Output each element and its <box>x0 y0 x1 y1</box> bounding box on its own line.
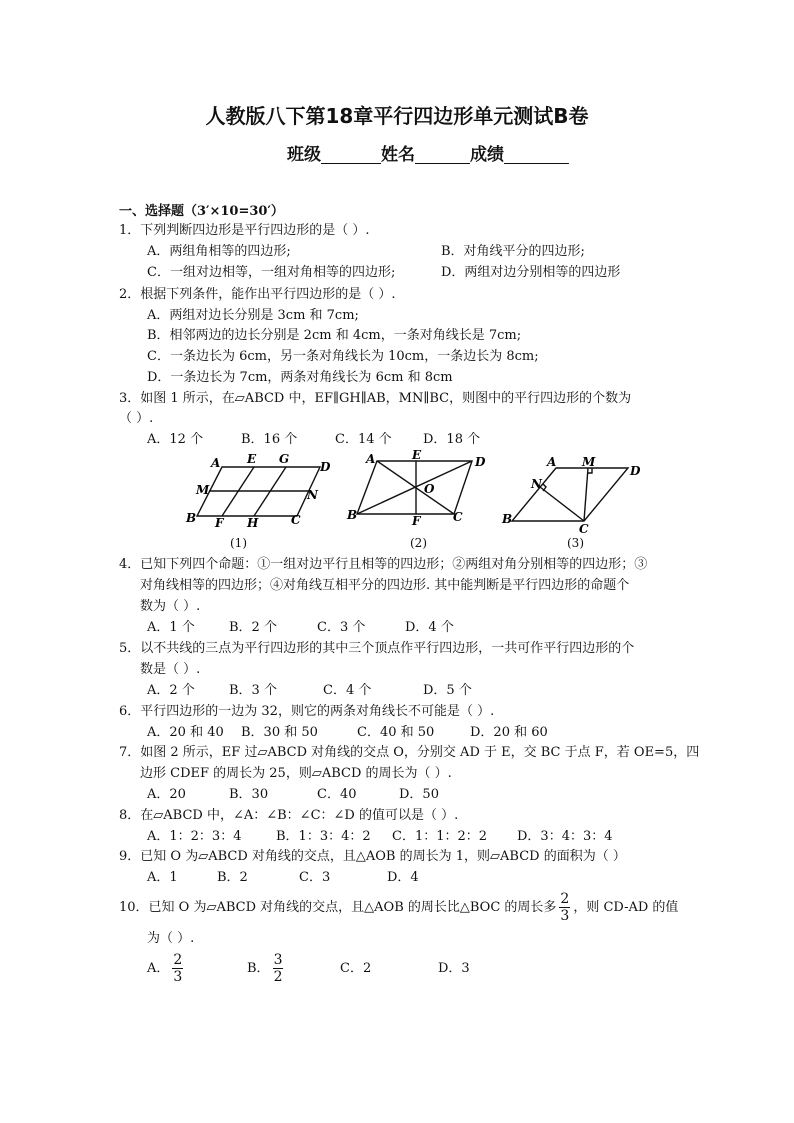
fig2-caption-label: (2) <box>410 536 427 550</box>
class-label: 班级 <box>287 145 321 165</box>
q10-option-b-fraction <box>273 952 284 985</box>
fig1-label-e: E <box>247 452 257 466</box>
fig1-caption-label: (1) <box>230 536 247 550</box>
fig1-label-h: H <box>247 516 259 530</box>
q1-option-b: B．对角线平分的四边形; <box>441 244 585 259</box>
fig2-label-c: C <box>453 510 463 524</box>
section-heading: 一、选择题（3′×10=30′） <box>119 204 284 219</box>
q6-option-a: A．20 和 40 <box>147 725 224 740</box>
q2-stem: 2．根据下列条件，能作出平行四边形的是（ ）. <box>119 287 396 302</box>
q10-option-a-fraction <box>172 952 183 985</box>
q2-option-b: B．相邻两边的边长分别是 2cm 和 4cm，一条对角线长是 7cm; <box>147 328 522 343</box>
q4-option-c: C．3 个 <box>317 620 366 635</box>
fig3-right-angle-n <box>543 484 546 491</box>
fig2-label-d: D <box>475 455 486 469</box>
fig1-label-b: B <box>186 511 197 525</box>
q3-option-a: A．12 个 <box>147 432 204 447</box>
fig1-label-a: A <box>211 456 221 470</box>
q5-stem: 5．以不共线的三点为平行四边形的其中三个顶点作平行四边形，一共可作平行四边形的个 <box>119 641 635 656</box>
q4-option-b: B．2 个 <box>229 620 277 635</box>
fig3-label-m: M <box>582 455 596 469</box>
q4-option-d: D．4 个 <box>405 620 454 635</box>
q8-option-d: D．3：4：3：4 <box>517 829 613 844</box>
fig2-label-f: F <box>412 514 421 528</box>
fig3-label-c: C <box>579 522 589 535</box>
q1-option-d: D．两组对边分别相等的四边形 <box>441 265 621 280</box>
q9-option-d: D．4 <box>387 870 419 885</box>
q8-stem: 8．在▱ABCD 中，∠A：∠B：∠C：∠D 的值可以是（ ）. <box>119 808 459 823</box>
name-label: 姓名 <box>381 145 415 165</box>
q8-option-c: C．1：1：2：2 <box>392 829 488 844</box>
fig1-label-n: N <box>307 488 318 502</box>
figure-2 <box>345 448 495 528</box>
score-blank[interactable] <box>504 147 569 164</box>
q9-option-a: A．1 <box>147 870 178 885</box>
q5-option-a: A．2 个 <box>147 683 195 698</box>
q3-option-c: C．14 个 <box>335 432 392 447</box>
fig3-parallelogram <box>512 468 628 521</box>
q1-option-a: A．两组角相等的四边形; <box>147 244 291 259</box>
q3-stem: 3．如图 1 所示，在▱ABCD 中，EF∥GH∥AB，MN∥BC，则图中的平行四边形的个数为 <box>119 391 632 406</box>
q6-stem: 6．平行四边形的一边为 32，则它的两条对角线长不可能是（ ）. <box>119 704 495 719</box>
fig2-label-b: B <box>347 508 358 522</box>
q8-option-a: A．1：2：3：4 <box>147 829 242 844</box>
fig2-label-a: A <box>366 452 376 466</box>
page-title: 人教版八下第18章平行四边形单元测试B卷 <box>205 104 589 128</box>
fig3-label-n: N <box>531 477 542 491</box>
q10-option-a <box>147 952 186 986</box>
fig1-label-c: C <box>291 513 301 527</box>
q7-option-a: A．20 <box>147 787 186 802</box>
q7-option-c: C．40 <box>317 787 357 802</box>
figure-1 <box>180 450 340 535</box>
q1-stem: 1．下列判断四边形是平行四边形的是（ ）. <box>119 223 370 238</box>
q6-option-b: B．30 和 50 <box>241 725 318 740</box>
name-blank[interactable] <box>415 147 470 164</box>
q9-option-c: C．3 <box>299 870 331 885</box>
q10-fraction <box>559 891 570 924</box>
q5-option-c: C．4 个 <box>323 683 372 698</box>
q2-option-c: C．一条边长为 6cm，另一条对角线长为 10cm，一条边长为 8cm; <box>147 349 539 364</box>
q5-option-b: B．3 个 <box>229 683 277 698</box>
q1-option-c: C．一组对边相等，一组对角相等的四边形; <box>147 265 396 280</box>
fig3-line-cn <box>540 487 584 521</box>
q9-option-b: B．2 <box>217 870 248 885</box>
q9-stem: 9．已知 O 为▱ABCD 对角线的交点，且△AOB 的周长为 1，则▱ABCD 的面积为（ ） <box>119 849 626 864</box>
fig1-label-g: G <box>279 452 290 466</box>
q10-a-den: 3 <box>173 969 183 985</box>
q4-option-a: A．1 个 <box>147 620 195 635</box>
figure-3 <box>498 455 648 535</box>
q3-option-d: D．18 个 <box>423 432 481 447</box>
fig3-caption-label: (3) <box>567 536 584 550</box>
q10-frac-den: 3 <box>560 908 570 924</box>
fig3-label-a: A <box>547 455 557 469</box>
q10-stem-cont: 为（ ）. <box>147 931 195 946</box>
fig1-label-d: D <box>320 460 331 474</box>
q7-stem-cont: 边形 CDEF 的周长为 25，则▱ABCD 的周长为（ ）. <box>140 766 452 781</box>
q10-stem-pre: 10．已知 O 为▱ABCD 对角线的交点，且△AOB 的周长比△BOC 的周长多 <box>119 900 557 915</box>
fig1-label-m: M <box>196 483 210 497</box>
fig3-line-cm <box>584 468 588 521</box>
q10-frac-num: 2 <box>560 891 570 907</box>
fig2-label-o: O <box>424 482 435 496</box>
q3-stem-cont: （ ）. <box>119 411 154 426</box>
q7-option-b: B．30 <box>229 787 269 802</box>
fig3-label-d: D <box>630 464 641 478</box>
class-blank[interactable] <box>321 147 381 164</box>
q8-option-b: B．1：3：4：2 <box>276 829 371 844</box>
q6-option-d: D．20 和 60 <box>470 725 548 740</box>
q7-stem: 7．如图 2 所示，EF 过▱ABCD 对角线的交点 O，分别交 AD 于 E，交 BC 于点 F，若 OE=5，四 <box>119 745 700 760</box>
q10-a-num: 2 <box>173 952 183 968</box>
q10-b-den: 2 <box>273 969 283 985</box>
q2-option-d: D．一条边长为 7cm，两条对角线长为 6cm 和 8cm <box>147 370 453 385</box>
q3-option-b: B．16 个 <box>241 432 298 447</box>
q4-stem-cont: 对角线相等的四边形；④对角线互相平分的四边形. 其中能判断是平行四边形的命题个 <box>140 578 630 593</box>
student-info-header <box>287 146 569 164</box>
q10-option-c: C．2 <box>340 961 372 976</box>
q5-stem-cont: 数是（ ）. <box>140 662 201 677</box>
q10-b-num: 3 <box>273 952 283 968</box>
q10-option-b <box>247 952 286 986</box>
q4-stem-cont2: 数为（ ）. <box>140 599 201 614</box>
q10-stem-post: ，则 CD-AD 的值 <box>573 900 679 915</box>
q5-option-d: D．5 个 <box>423 683 472 698</box>
q6-option-c: C．40 和 50 <box>357 725 435 740</box>
q10-stem <box>119 891 678 925</box>
q10-option-b-label: B． <box>247 961 270 976</box>
score-label: 成绩 <box>470 145 504 165</box>
q10-option-a-label: A． <box>147 961 170 976</box>
fig1-label-f: F <box>215 516 224 530</box>
fig3-label-b: B <box>502 512 513 526</box>
q4-stem: 4．已知下列四个命题：①一组对边平行且相等的四边形；②两组对角分别相等的四边形；③ <box>119 557 648 572</box>
q7-option-d: D．50 <box>399 787 439 802</box>
fig2-label-e: E <box>412 448 422 462</box>
q10-option-d: D．3 <box>438 961 470 976</box>
q2-option-a: A．两组对边长分别是 3cm 和 7cm; <box>147 308 359 323</box>
